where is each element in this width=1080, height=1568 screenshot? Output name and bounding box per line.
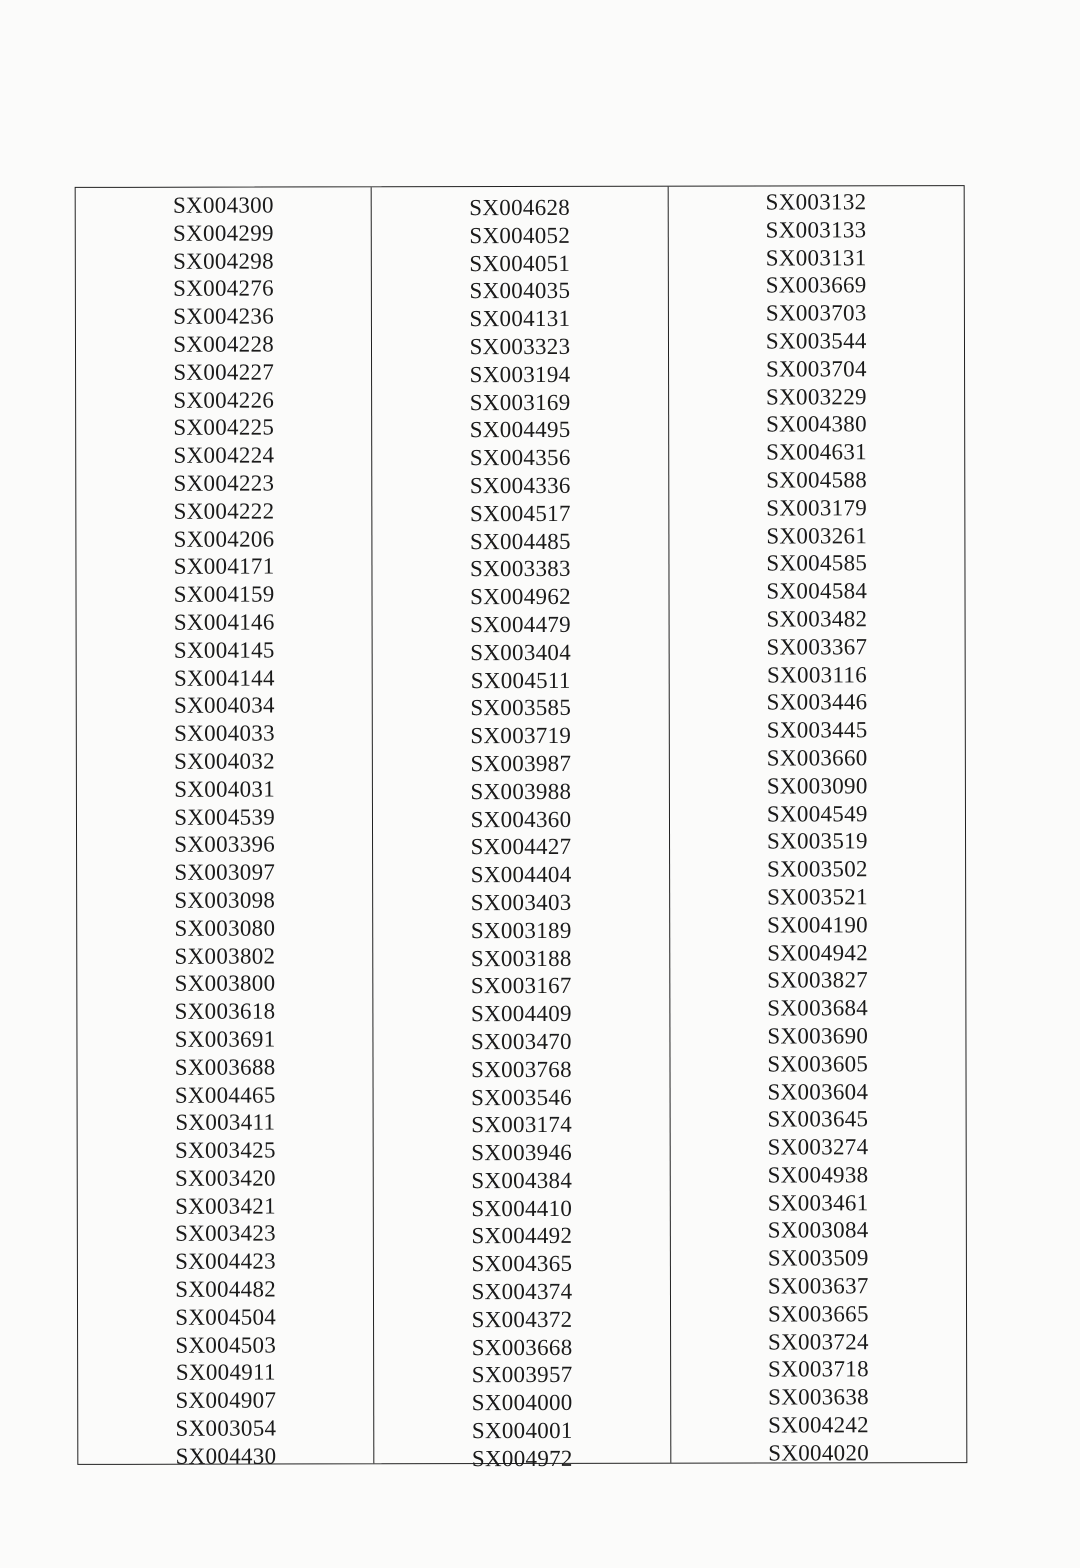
code-cell: SX003116 [767,661,868,688]
code-column-1 [76,187,374,1469]
code-cell: SX004224 [173,442,275,468]
code-cell: SX004631 [766,439,867,465]
code-cell: SX003605 [767,1050,869,1077]
code-cell: SX003080 [174,915,276,941]
code-cell: SX003660 [766,745,868,771]
code-cell: SX004962 [470,584,571,610]
code-cell: SX004938 [767,1162,869,1188]
code-cell: SX004146 [173,609,275,635]
code-cell: SX004409 [470,1001,572,1027]
code-cell: SX004223 [173,470,275,496]
code-cell: SX003719 [470,723,572,749]
code-cell: SX004380 [766,411,867,437]
code-cell: SX004504 [175,1304,277,1330]
code-cell: SX004517 [469,500,571,526]
code-cell: SX003988 [470,778,572,804]
code-cell: SX003691 [174,1026,276,1052]
code-cell: SX004482 [175,1276,277,1302]
code-cell: SX003802 [174,943,276,969]
code-cell: SX003179 [766,495,868,521]
code-cell: SX004365 [471,1251,573,1277]
code-cell: SX003133 [765,217,867,243]
code-cell: SX004404 [470,862,572,888]
code-cell: SX004907 [175,1387,277,1413]
code-cell: SX003461 [767,1189,869,1216]
code-cell: SX003174 [471,1112,573,1138]
code-cell: SX003084 [767,1217,869,1243]
code-cell: SX003987 [470,750,572,777]
code-cell: SX004226 [173,387,275,413]
code-column-2 [371,187,670,1471]
code-cell: SX003097 [174,859,276,885]
code-cell: SX003261 [766,522,868,549]
code-cell: SX004206 [173,526,275,552]
code-cell: SX004372 [471,1306,573,1332]
code-cell: SX004033 [174,720,275,746]
code-cell: SX003957 [471,1362,573,1388]
code-cell: SX003098 [174,887,276,913]
code-cell: SX004052 [469,222,571,248]
code-cell: SX004020 [768,1440,870,1466]
code-cell: SX004298 [173,248,274,274]
code-cell: SX004479 [470,611,571,638]
code-cell: SX003688 [174,1054,276,1080]
code-cell: SX003718 [768,1356,869,1382]
code-cell: SX003323 [469,333,571,360]
code-cell: SX004242 [768,1412,870,1438]
code-cell: SX003618 [174,998,276,1024]
code-cell: SX004492 [471,1223,573,1249]
code-cell: SX004972 [471,1445,573,1471]
code-cell: SX004942 [767,939,869,966]
code-cell: SX003509 [767,1245,869,1271]
code-cell: SX003132 [765,189,867,215]
code-cell: SX004171 [173,553,275,580]
code-cell: SX003425 [174,1137,276,1163]
code-cell: SX004131 [469,306,571,332]
code-table [75,185,968,1471]
code-cell: SX003684 [767,995,869,1021]
code-cell: SX004190 [767,911,868,938]
code-cell: SX003188 [470,945,572,971]
code-cell: SX004034 [173,692,275,719]
code-cell: SX003403 [470,889,572,916]
code-cell: SX004032 [174,748,275,774]
code-cell: SX004300 [172,192,274,218]
code-cell: SX004051 [469,250,571,276]
code-cell: SX003367 [766,634,868,660]
code-cell: SX004539 [174,804,276,830]
code-cell: SX003423 [175,1220,276,1247]
code-cell: SX003827 [767,967,869,993]
code-cell: SX004227 [173,359,275,385]
code-cell: SX004159 [173,581,275,607]
code-cell: SX003703 [765,300,867,326]
code-cell: SX003724 [767,1328,869,1355]
code-cell: SX004584 [766,578,868,604]
code-cell: SX004228 [173,331,275,357]
code-cell: SX004485 [469,528,571,554]
code-cell: SX004031 [174,776,276,802]
code-cell: SX003669 [765,272,867,298]
code-cell: SX003704 [765,356,867,382]
code-cell: SX004276 [173,275,274,302]
code-cell: SX004423 [175,1248,277,1275]
code-cell: SX004588 [766,467,868,493]
code-cell: SX003470 [471,1028,572,1055]
code-cell: SX003169 [469,389,571,415]
code-cell: SX003054 [175,1415,277,1441]
code-cell: SX003274 [767,1134,869,1160]
code-cell: SX004384 [471,1167,573,1193]
code-cell: SX003768 [471,1056,572,1082]
code-cell: SX004360 [470,806,572,832]
code-cell: SX004628 [469,194,571,221]
code-cell: SX004511 [470,667,571,693]
code-cell: SX004001 [471,1417,573,1444]
code-cell: SX003521 [767,884,868,910]
code-cell: SX004585 [766,550,868,576]
code-cell: SX003229 [765,383,867,410]
code-cell: SX003420 [174,1165,276,1191]
code-cell: SX003690 [767,1023,869,1049]
code-cell: SX003383 [470,556,571,582]
code-cell: SX003637 [767,1273,869,1299]
code-cell: SX004222 [173,498,275,524]
code-cell: SX004000 [471,1390,573,1416]
code-cell: SX003645 [767,1106,869,1132]
code-cell: SX004336 [469,472,571,499]
code-cell: SX003396 [174,831,276,858]
code-cell: SX003167 [470,973,572,999]
code-cell: SX003800 [174,970,276,997]
code-cell: SX003544 [765,328,867,354]
code-cell: SX004145 [173,637,275,663]
code-cell: SX003946 [471,1139,573,1166]
code-cell: SX004549 [766,800,868,827]
code-cell: SX003482 [766,606,868,632]
code-column-3 [667,186,966,1466]
code-cell: SX003638 [768,1384,869,1410]
code-cell: SX004911 [175,1359,276,1386]
code-cell: SX004410 [471,1195,573,1221]
code-cell: SX003585 [470,695,572,721]
code-cell: SX003604 [767,1078,869,1104]
code-cell: SX004430 [175,1443,277,1469]
code-cell: SX003411 [175,1109,276,1136]
code-cell: SX004427 [470,834,572,860]
code-cell: SX004299 [172,220,274,246]
code-cell: SX004374 [471,1278,573,1305]
code-cell: SX003404 [470,639,572,665]
code-cell: SX004465 [174,1082,276,1108]
code-cell: SX004035 [469,278,571,304]
code-cell: SX003090 [766,773,868,799]
code-cell: SX003502 [766,856,868,882]
code-cell: SX003665 [767,1301,869,1327]
code-cell: SX003445 [766,717,868,743]
code-cell: SX003194 [469,361,571,387]
code-cell: SX004236 [173,303,275,329]
code-cell: SX003668 [471,1334,573,1360]
code-cell: SX004503 [175,1332,277,1358]
code-cell: SX004495 [469,417,571,443]
code-cell: SX003131 [765,244,867,271]
code-cell: SX003421 [175,1193,276,1219]
code-cell: SX003546 [471,1084,572,1110]
code-cell: SX003446 [766,689,868,715]
code-cell: SX003519 [766,828,868,854]
code-cell: SX004356 [469,445,571,471]
code-cell: SX003189 [470,917,572,943]
code-cell: SX004144 [173,665,275,691]
code-cell: SX004225 [173,414,275,441]
